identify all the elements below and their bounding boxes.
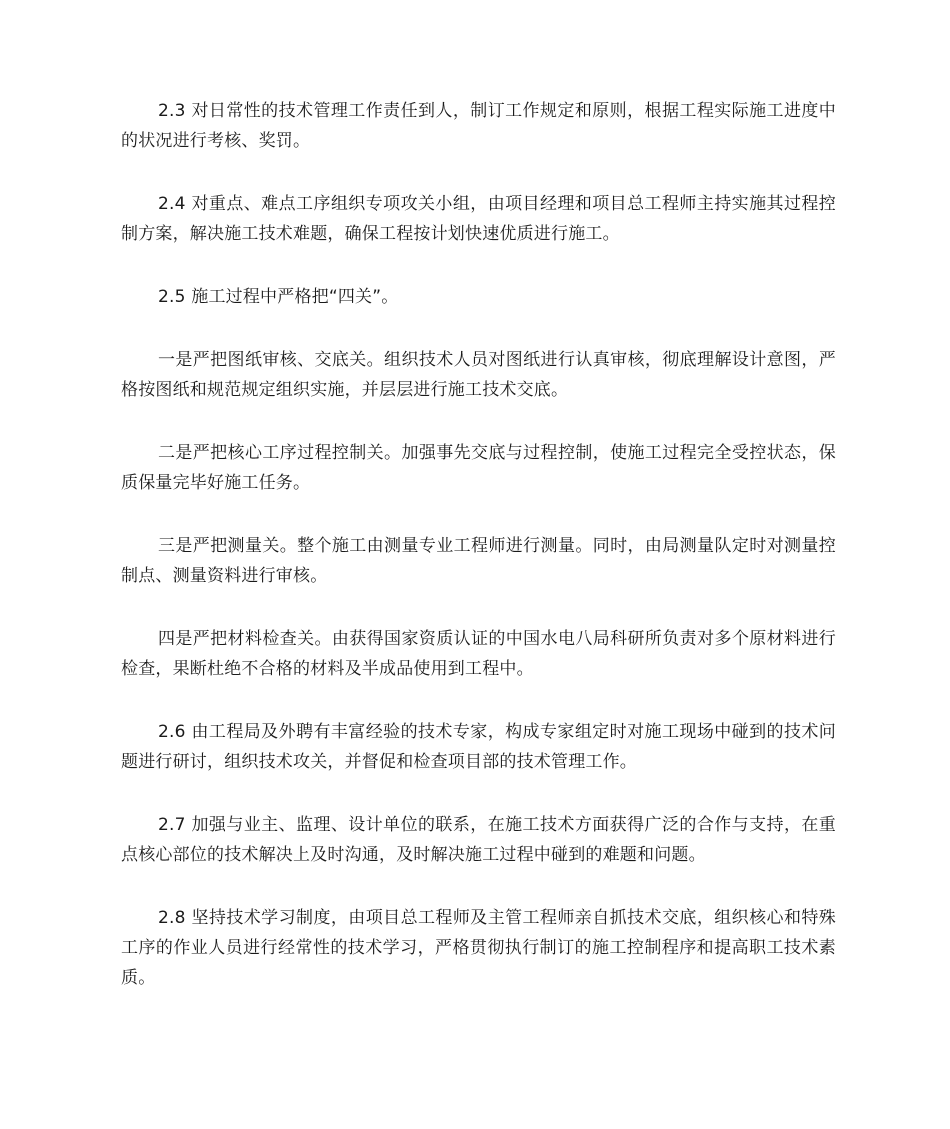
document-body [121, 96, 836, 1026]
paragraph-fourth-check: 四是严把材料检查关。由获得国家资质认证的中国水电八局科研所负责对多个原材料进行检查，果断杜绝不合格的材料及半成品使用到工程中。 [121, 629, 836, 679]
paragraph-2-7: 2.7 加强与业主、监理、设计单位的联系，在施工技术方面获得广泛的合作与支持，在重点核心部位的技术解决上及时沟通，及时解决施工过程中碰到的难题和问题。 [121, 815, 836, 865]
paragraph-2-4: 2.4 对重点、难点工序组织专项攻关小组，由项目经理和项目总工程师主持实施其过程控制方案，解决施工技术难题，确保工程按计划快速优质进行施工。 [121, 194, 836, 244]
paragraph-2-8: 2.8 坚持技术学习制度，由项目总工程师及主管工程师亲自抓技术交底，组织核心和特殊工序的作业人员进行经常性的技术学习，严格贯彻执行制订的施工控制程序和提高职工技术素质。 [121, 908, 836, 988]
paragraph-2-3: 2.3 对日常性的技术管理工作责任到人，制订工作规定和原则，根据工程实际施工进度中的状况进行考核、奖罚。 [121, 101, 836, 151]
paragraph-third-check: 三是严把测量关。整个施工由测量专业工程师进行测量。同时，由局测量队定时对测量控制点、测量资料进行审核。 [121, 536, 836, 586]
paragraph-second-check: 二是严把核心工序过程控制关。加强事先交底与过程控制，使施工过程完全受控状态，保质保量完毕好施工任务。 [121, 443, 836, 493]
paragraph-first-check: 一是严把图纸审核、交底关。组织技术人员对图纸进行认真审核，彻底理解设计意图，严格按图纸和规范规定组织实施，并层层进行施工技术交底。 [121, 350, 836, 400]
paragraph-2-6: 2.6 由工程局及外聘有丰富经验的技术专家，构成专家组定时对施工现场中碰到的技术问题进行研讨，组织技术攻关，并督促和检查项目部的技术管理工作。 [121, 722, 836, 772]
paragraph-2-5: 2.5 施工过程中严格把“四关”。 [158, 287, 399, 307]
